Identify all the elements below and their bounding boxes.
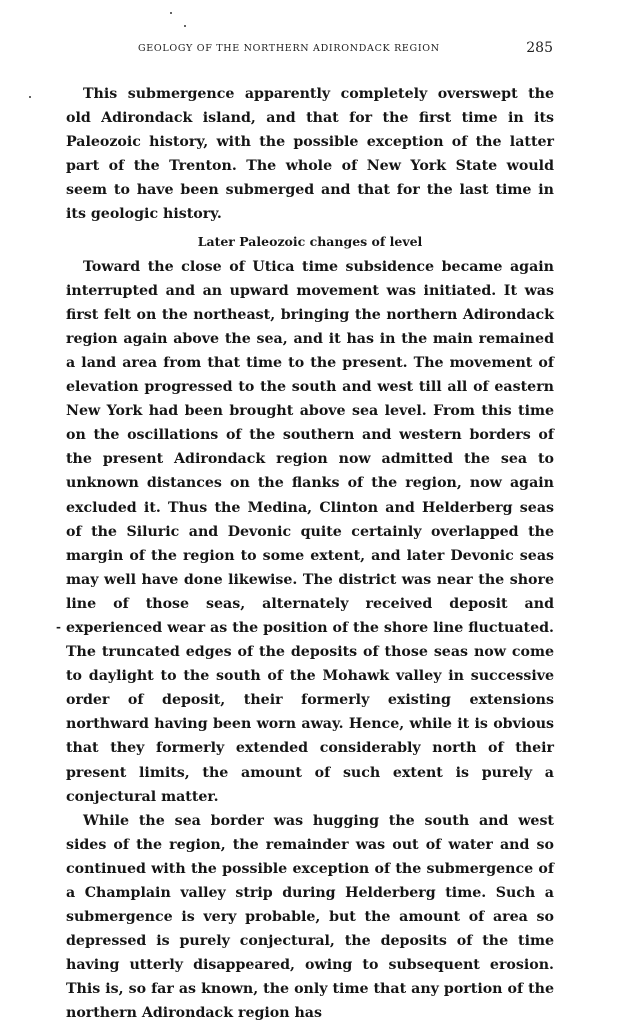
- section-heading: Later Paleozoic changes of level: [197, 233, 423, 249]
- scan-speck: [170, 12, 172, 14]
- running-head: [138, 40, 553, 60]
- body-text: [66, 82, 554, 1026]
- margin-mark: -: [56, 620, 61, 634]
- scan-speck: [29, 96, 31, 98]
- scan-speck: [184, 25, 186, 27]
- paragraph-submergence: This submergence apparently completely overswept the old Adirondack island, and that for the first time in its Paleozoic history, with the possible exception of the latter part of the Trenton. The whole of New York State would seem to have been submerged and that for the last time in its geologic history.: [66, 86, 554, 223]
- running-title: GEOLOGY OF THE NORTHERN ADIRONDACK REGION: [138, 43, 440, 54]
- paragraph-later-changes: Toward the close of Utica time subsidence became again interrupted and an upward movement was initiated. It was first felt on the northeast, bringing the northern Adirondack region again above the sea, and it has in the main remained a land area from that time to the present. The movement of elevation progressed to the south and west till all of eastern New York had been brought above sea level. From this time on the oscillations of the southern and western borders of the present Adirondack region now admitted the sea to unknown distances on the flanks of the region, now again excluded it. Thus the Medina, Clinton and Helderberg seas of the Siluric and Devonic quite certainly overlapped the margin of the region to some extent, and later Devonic seas may well have done likewise. The district was near the shore line of those seas, alternately received deposit and experienced wear as the position of the shore line fluctuated. The truncated edges of the deposits of those seas now come to daylight to the south of the Mohawk valley in successive order of deposit, their formerly existing extensions northward having been worn away. Hence, while it is obvious that they formerly extended considerably north of their present limits, the amount of such extent is purely a conjectural matter.: [66, 258, 554, 805]
- page-number: 285: [526, 40, 553, 56]
- paragraph-sea-border: While the sea border was hugging the south and west sides of the region, the remainder was out of water and so continued with the possible exception of the submergence of a Champlain valley strip during Helderberg time. Such a submergence is very probable, but the amount of area so depressed is purely conjectural, the deposits of the time having utterly disappeared, owing to subsequent erosion. This is, so far as known, the only time that any portion of the northern Adirondack region has: [66, 812, 554, 1022]
